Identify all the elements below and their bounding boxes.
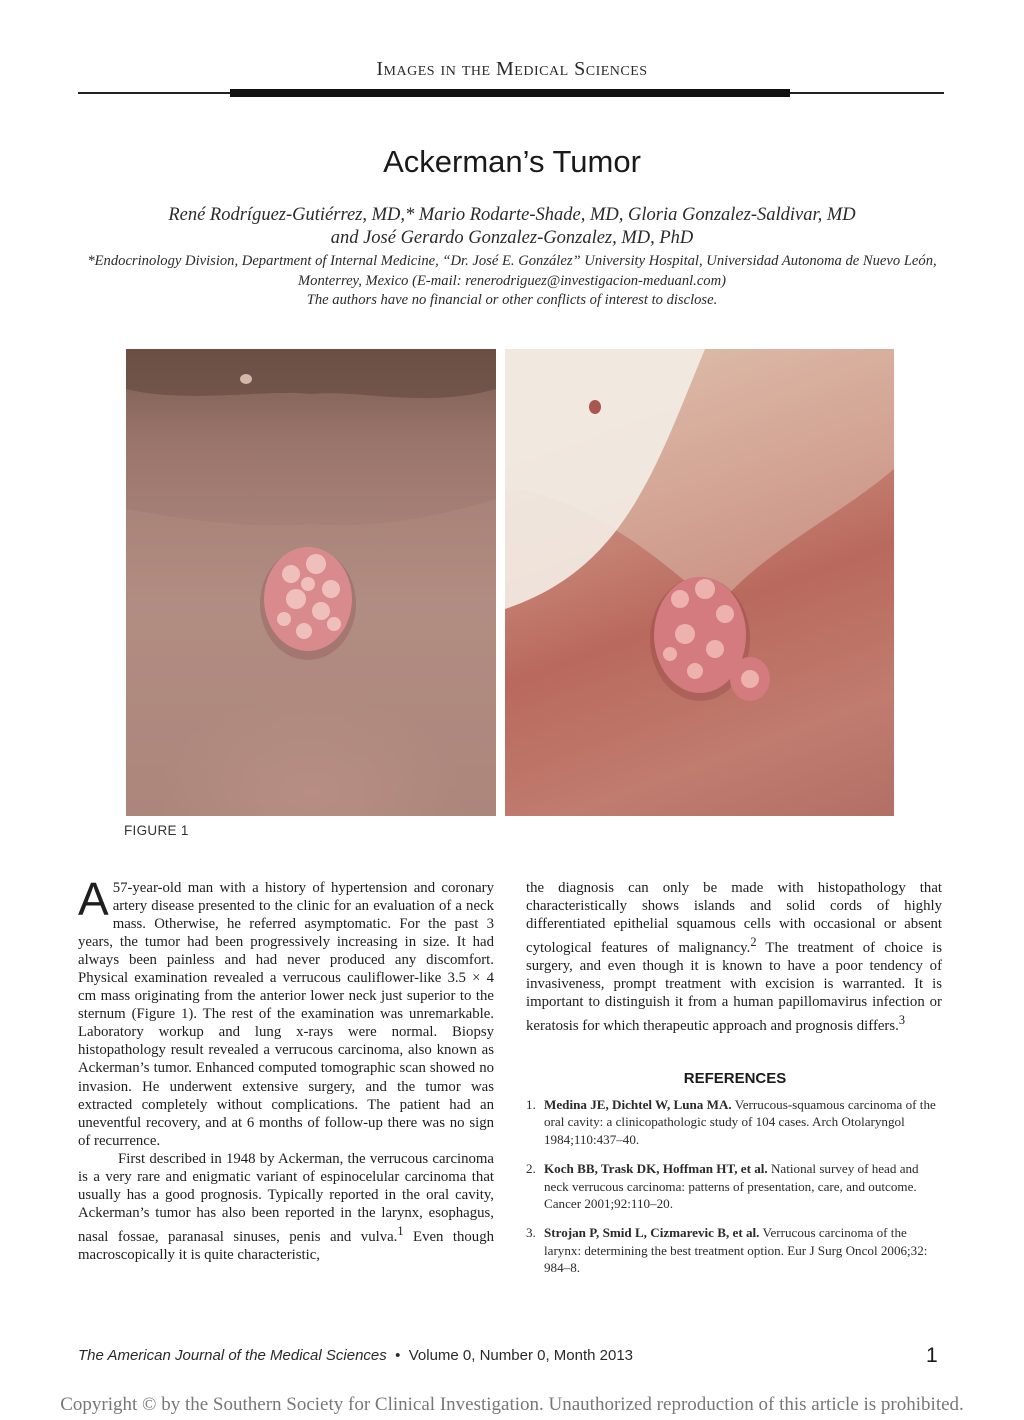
issue-info: Volume 0, Number 0, Month 2013 <box>408 1347 634 1364</box>
conflict-disclosure: The authors have no financial or other conflicts of interest to disclose. <box>306 292 718 308</box>
references-heading: REFERENCES <box>683 1070 787 1087</box>
reference-text: Verrucous carcinoma of the larynx: determining the best treatment option. Eur J Surg Oncol 2006;32: 984–8. <box>544 1225 928 1276</box>
affiliation: *Endocrinology Division, Department of Internal Medicine, “Dr. José E. González” University Hospital, Universidad Autonoma de Nuevo León, Monterrey, Mexico (E-mail: renerodriguez@investigacion-meduanl.com) <box>87 253 937 289</box>
journal-footer <box>78 1347 633 1364</box>
reference-authors: Koch BB, Trask DK, Hoffman HT, et al. <box>544 1161 768 1177</box>
article-title: Ackerman’s Tumor <box>383 144 641 179</box>
paragraph-3: the diagnosis can only be made with histopathology that characteristically shows islands and solid cords of highly differentiated epithelial squamous cells with occasional or absent cytological features of malignancy.$^2$ The treatment of choice is surgery, and even though it is known to have a poor tendency of invasiveness, prompt treatment with excision is warranted. It is important to distinguish it from a human papillomavirus infection or keratosis for which therapeutic approach and prognosis differs.$^3$ <box>526 880 942 1035</box>
citation-2[interactable]: 2 <box>750 935 757 950</box>
reference-authors: Medina JE, Dichtel W, Luna MA. <box>544 1097 732 1112</box>
affiliation-block <box>70 252 954 311</box>
reference-text: National survey of head and neck verrucous carcinoma: patterns of presentation, care, and outcome. Cancer 2001;92:110–20. <box>544 1161 919 1212</box>
neck-side-photo-icon <box>505 349 894 816</box>
figure-photo-side <box>505 349 894 816</box>
body-column-left <box>78 873 495 1264</box>
drop-cap: A <box>78 873 109 925</box>
reference-list <box>526 1096 944 1289</box>
neck-front-photo-icon <box>126 349 496 816</box>
figure-photo-front <box>126 349 496 816</box>
citation-3[interactable]: 3 <box>898 1013 905 1028</box>
citation-1[interactable]: 1 <box>397 1223 404 1238</box>
footer-bullet: • <box>395 1347 401 1364</box>
authors-line-1: René Rodríguez-Gutiérrez, MD,* Mario Rodarte-Shade, MD, Gloria Gonzalez-Saldivar, MD <box>168 205 856 225</box>
paragraph-2: First described in 1948 by Ackerman, the verrucous carcinoma is a very rare and enigmatic variant of espinocelular carcinoma that usually has a good prognosis. Typically reported in the oral cavity, Ackerman’s tumor has also been reported in the larynx, esophagus, nasal fossae, paranasal sinuses, penis and vulva.$^1$ Even though macroscopically it is quite characteristic, <box>78 1150 495 1263</box>
page-number: 1 <box>926 1344 938 1367</box>
reference-number: 2. <box>526 1161 536 1177</box>
authors-line-2: and José Gerardo Gonzalez-Gonzalez, MD, PhD <box>330 228 694 248</box>
paragraph-1: A 57-year-old man with a history of hypertension and coronary artery disease presented to the clinic for an evaluation of a neck mass. Otherwise, he referred asymptomatic. For the past 3 years, the tumor had been progressively increasing in size. It had always been painless and had never produced any discomfort. Physical examination revealed a verrucous cauliflower-like 3.5 × 4 cm mass originating from the anterior lower neck just superior to the sternum (Figure 1). The rest of the examination was unremarkable. Laboratory workup and lung x-rays were normal. Biopsy histopathology result revealed a verrucous carcinoma, also known as Ackerman’s tumor. Enhanced computed tomographic scan showed no invasion. He underwent extensive surgery, and the tumor was extracted completely without complications. The patient had an uneventful recovery, and at 6 months of follow-up there was no sign of recurrence. <box>78 873 494 1149</box>
body-column-right <box>526 879 942 1035</box>
reference-item <box>526 1160 944 1212</box>
figure-label: FIGURE 1 <box>124 823 189 838</box>
reference-authors: Strojan P, Smid L, Cizmarevic B, et al. <box>544 1225 760 1241</box>
reference-text: Verrucous-squamous carcinoma of the oral cavity: a clinicopathologic study of 104 cases. Arch Otolaryngol 1984;110:437–40. <box>544 1097 936 1147</box>
journal-name: The American Journal of the Medical Sciences <box>78 1347 387 1364</box>
header-rule-thick <box>230 89 790 97</box>
reference-item <box>526 1096 944 1148</box>
reference-item <box>526 1224 944 1276</box>
author-list <box>80 204 944 250</box>
copyright-notice: Copyright © by the Southern Society for Clinical Investigation. Unauthorized reproduction of this article is prohibited. <box>60 1394 964 1415</box>
reference-number: 3. <box>526 1225 536 1241</box>
reference-number: 1. <box>526 1097 536 1112</box>
running-head: Images in the Medical Sciences <box>376 58 648 80</box>
